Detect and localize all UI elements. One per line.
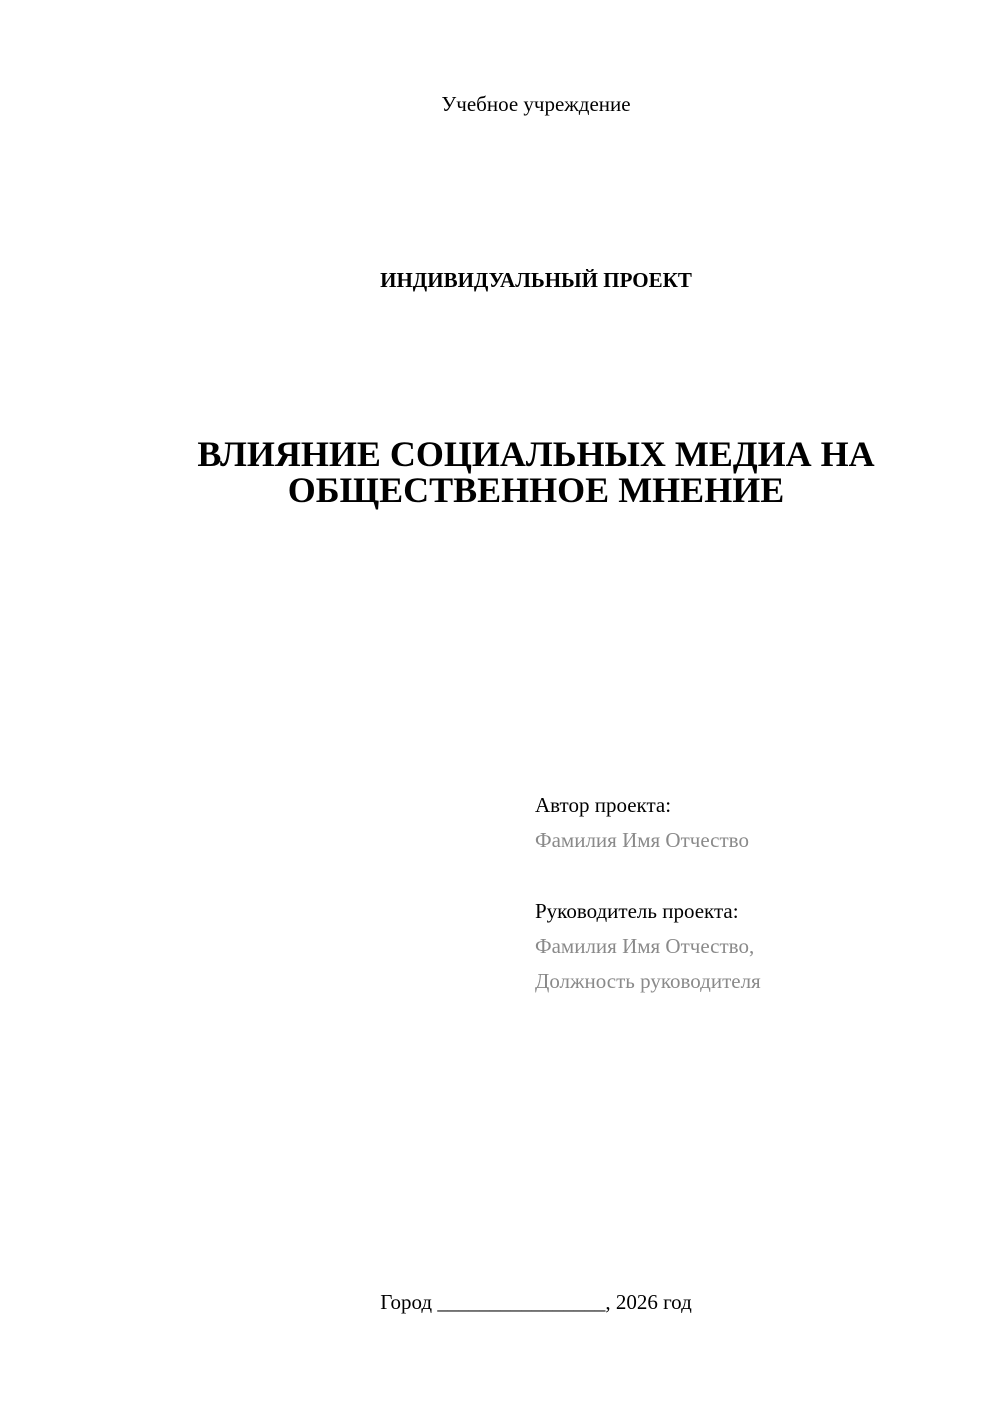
credits-block [535,788,761,999]
author-label: Автор проекта: [535,793,672,817]
city-year-line: Город ________________, 2026 год [380,1290,692,1314]
supervisor-label: Руководитель проекта: [535,899,739,923]
document-title-line-2: ОБЩЕСТВЕННОЕ МНЕНИЕ [287,470,785,510]
document-title-line-1: ВЛИЯНИЕ СОЦИАЛЬНЫХ МЕДИА НА [197,434,875,474]
supervisor-position: Должность руководителя [535,969,761,993]
supervisor-name: Фамилия Имя Отчество, [535,934,755,958]
author-name: Фамилия Имя Отчество [535,828,749,852]
document-title [0,436,1000,508]
document-type: ИНДИВИДУАЛЬНЫЙ ПРОЕКТ [380,268,692,292]
institution-name: Учебное учреждение [441,92,631,116]
credits-spacer [535,858,761,894]
